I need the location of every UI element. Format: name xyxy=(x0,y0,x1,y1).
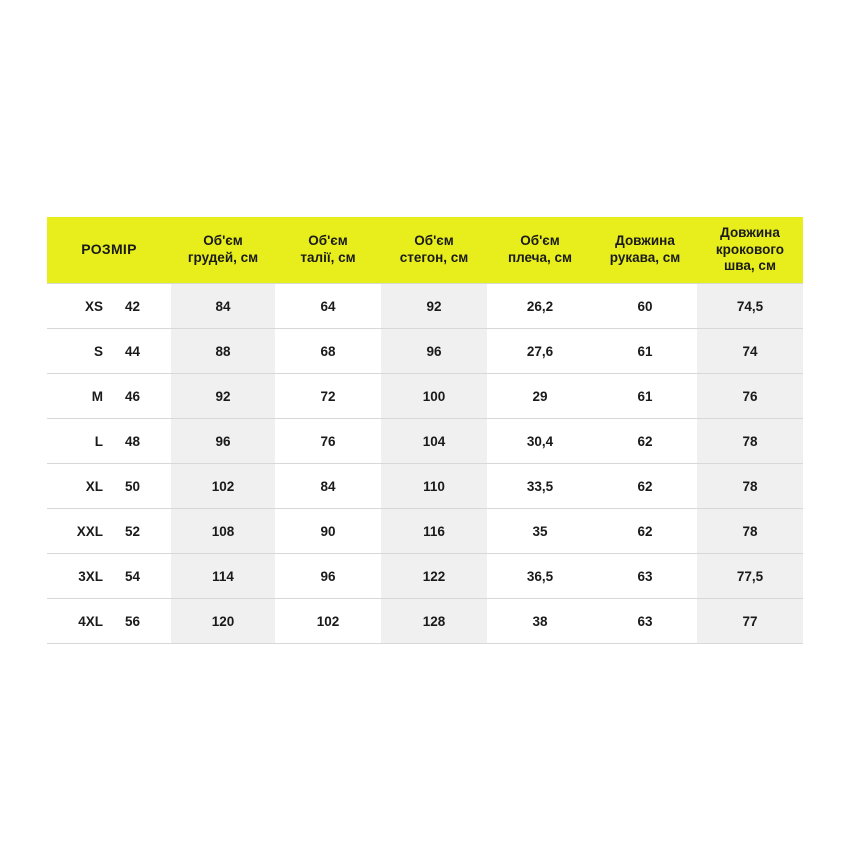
size-chart-container xyxy=(47,217,803,644)
table-header-row xyxy=(47,217,803,284)
cell-shoulder: 26,2 xyxy=(487,284,593,329)
cell-hips: 92 xyxy=(381,284,487,329)
column-header-size-line1: РОЗМІР xyxy=(81,241,137,258)
cell-size xyxy=(47,554,171,599)
size-number: 46 xyxy=(125,388,141,404)
table-row xyxy=(47,329,803,374)
column-header-hips-line2: стегон, см xyxy=(399,250,469,265)
column-header-shoulder-line1: Об'єм xyxy=(520,233,560,249)
size-number: 50 xyxy=(125,478,141,494)
column-header-size xyxy=(47,217,171,284)
cell-chest: 120 xyxy=(171,599,275,644)
column-header-hips-line1: Об'єм xyxy=(414,233,454,249)
cell-chest: 96 xyxy=(171,419,275,464)
cell-inseam: 76 xyxy=(697,374,803,419)
cell-size xyxy=(47,509,171,554)
cell-hips: 110 xyxy=(381,464,487,509)
size-letter: XXL xyxy=(76,523,103,539)
cell-shoulder: 29 xyxy=(487,374,593,419)
column-header-inseam-line2: крокового xyxy=(715,241,785,257)
cell-waist: 76 xyxy=(275,419,381,464)
cell-shoulder: 35 xyxy=(487,509,593,554)
cell-sleeve: 63 xyxy=(593,599,697,644)
cell-hips: 122 xyxy=(381,554,487,599)
size-letter: 3XL xyxy=(78,568,103,584)
column-header-chest-line2: грудей, см xyxy=(187,250,259,265)
cell-chest: 92 xyxy=(171,374,275,419)
column-header-shoulder-line2: плеча, см xyxy=(507,250,573,265)
cell-shoulder: 38 xyxy=(487,599,593,644)
cell-sleeve: 61 xyxy=(593,374,697,419)
column-header-shoulder xyxy=(487,217,593,284)
cell-waist: 90 xyxy=(275,509,381,554)
cell-shoulder: 33,5 xyxy=(487,464,593,509)
table-row xyxy=(47,554,803,599)
size-number: 48 xyxy=(125,433,141,449)
cell-inseam: 74,5 xyxy=(697,284,803,329)
column-header-inseam-line3: шва, см xyxy=(724,258,776,274)
column-header-sleeve xyxy=(593,217,697,284)
column-header-inseam xyxy=(697,217,803,284)
cell-size xyxy=(47,464,171,509)
cell-waist: 72 xyxy=(275,374,381,419)
cell-inseam: 78 xyxy=(697,509,803,554)
cell-waist: 64 xyxy=(275,284,381,329)
size-letter: L xyxy=(94,433,103,449)
cell-hips: 104 xyxy=(381,419,487,464)
cell-sleeve: 61 xyxy=(593,329,697,374)
table-row xyxy=(47,419,803,464)
column-header-waist xyxy=(275,217,381,284)
cell-size xyxy=(47,599,171,644)
cell-size xyxy=(47,374,171,419)
cell-sleeve: 63 xyxy=(593,554,697,599)
cell-waist: 96 xyxy=(275,554,381,599)
cell-size xyxy=(47,419,171,464)
size-letter: 4XL xyxy=(78,613,103,629)
cell-waist: 68 xyxy=(275,329,381,374)
cell-inseam: 78 xyxy=(697,464,803,509)
cell-chest: 108 xyxy=(171,509,275,554)
cell-hips: 96 xyxy=(381,329,487,374)
column-header-waist-line2: талії, см xyxy=(300,250,356,265)
cell-inseam: 74 xyxy=(697,329,803,374)
column-header-sleeve-line1: Довжина xyxy=(615,233,675,249)
cell-inseam: 77,5 xyxy=(697,554,803,599)
column-header-chest-line1: Об'єм xyxy=(203,233,243,249)
cell-hips: 100 xyxy=(381,374,487,419)
size-chart-table xyxy=(47,217,803,644)
column-header-inseam-line1: Довжина xyxy=(720,224,780,240)
cell-inseam: 78 xyxy=(697,419,803,464)
size-letter: M xyxy=(91,388,103,404)
cell-sleeve: 62 xyxy=(593,419,697,464)
cell-chest: 102 xyxy=(171,464,275,509)
size-number: 56 xyxy=(125,613,141,629)
column-header-sleeve-line2: рукава, см xyxy=(609,250,681,265)
table-body xyxy=(47,284,803,644)
cell-inseam: 77 xyxy=(697,599,803,644)
cell-chest: 84 xyxy=(171,284,275,329)
column-header-waist-line1: Об'єм xyxy=(308,233,348,249)
cell-sleeve: 62 xyxy=(593,509,697,554)
cell-shoulder: 36,5 xyxy=(487,554,593,599)
cell-chest: 88 xyxy=(171,329,275,374)
table-row xyxy=(47,599,803,644)
table-row xyxy=(47,464,803,509)
size-number: 42 xyxy=(125,298,141,314)
size-letter: XS xyxy=(84,298,103,314)
table-header xyxy=(47,217,803,284)
cell-hips: 128 xyxy=(381,599,487,644)
table-row xyxy=(47,374,803,419)
column-header-chest xyxy=(171,217,275,284)
cell-chest: 114 xyxy=(171,554,275,599)
size-number: 52 xyxy=(125,523,141,539)
cell-shoulder: 30,4 xyxy=(487,419,593,464)
cell-waist: 84 xyxy=(275,464,381,509)
size-letter: S xyxy=(93,343,103,359)
cell-sleeve: 60 xyxy=(593,284,697,329)
cell-waist: 102 xyxy=(275,599,381,644)
cell-hips: 116 xyxy=(381,509,487,554)
cell-shoulder: 27,6 xyxy=(487,329,593,374)
column-header-hips xyxy=(381,217,487,284)
size-letter: XL xyxy=(85,478,103,494)
cell-size xyxy=(47,329,171,374)
table-row xyxy=(47,284,803,329)
size-number: 54 xyxy=(125,568,141,584)
cell-sleeve: 62 xyxy=(593,464,697,509)
table-row xyxy=(47,509,803,554)
cell-size xyxy=(47,284,171,329)
size-number: 44 xyxy=(125,343,141,359)
